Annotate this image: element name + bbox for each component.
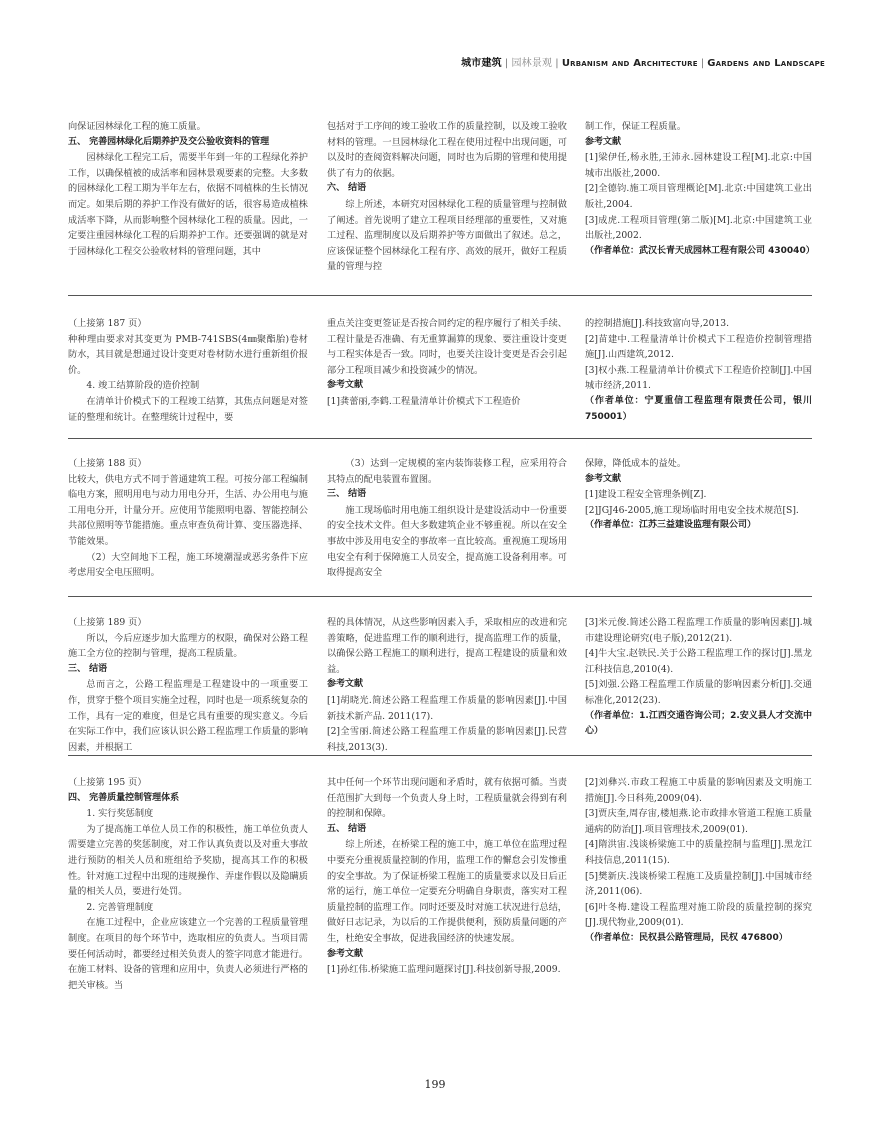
paragraph: [2]全德钧.施工项目管理概论[M].北京:中国建筑工业出版社,2004. [585, 183, 812, 210]
paragraph: 4. 竣工结算阶段的造价控制 [86, 380, 200, 392]
text-column [585, 615, 812, 740]
paragraph: 其中任何一个环节出现问题和矛盾时，就有依据可循。当责任范围扩大到每一个负责人身上时，工程质量就会得到有利的控制和保障。 [327, 777, 567, 820]
text-column [585, 316, 812, 425]
paragraph: 所以，今后应逐步加大监理方的权限，确保对公路工程施工全方位的控制与管理，提高工程质量。 [68, 632, 308, 660]
text-column [327, 456, 567, 581]
paragraph: 程的具体情况，从这些影响因素入手，采取相应的改进和完善策略，促进监理工作的顺利进行，提高监理工作的质量，以确保公路工程施工的顺利进行，提高工程建设的质量和效益。 [327, 617, 567, 675]
paragraph: 包括对于工序间的竣工验收工作的质量控制，以及竣工验收材料的管理。一旦园林绿化工程在使用过程中出现问题，可以及时的查阅资料解决问题，同时也为后期的管理和使用提供了有力的依据。 [327, 121, 567, 179]
paragraph: 比较大，供电方式不同于普通建筑工程。可按分部工程编制临电方案，照明用电与动力用电分开，生活、办公用电与施工用电分开，计量分开。应使用节能照明电器、智能控制公共部位照明等节能措施。重点审查负荷计算、变压器选择、节能效果。 [68, 473, 308, 547]
paragraph: [2]全雪丽.简述公路工程监理工作质量的影响因素[J].民营科技,2013(3). [327, 726, 567, 753]
paragraph: [2]JGJ46-2005,施工现场临时用电安全技术规范[S]. [585, 504, 799, 516]
text-column [68, 615, 308, 755]
paragraph: 在施工过程中，企业应该建立一个完善的工程质量管理制度。在项目的每个环节中，选取相应的负责人。当项目需要任何活动时，都要经过相关负责人的签字同意才能进行。在施工材料、设备的管理和应用中，负责人必须进行严格的把关审核。当 [68, 917, 308, 991]
paragraph: 向保证园林绿化工程的施工质量。 [68, 121, 206, 132]
paragraph: [2]苗建中.工程量清单计价模式下工程造价控制管理措施[J].山西建筑,2012. [585, 333, 812, 361]
author-affiliation: （作者单位：宁夏重信工程监理有限责任公司，银川 750001） [585, 395, 812, 422]
section-heading: 五、 结语 [327, 823, 367, 834]
text-column [585, 775, 812, 947]
block-divider [68, 596, 812, 597]
section-heading: 三、 结语 [327, 489, 367, 500]
author-affiliation: （作者单位：民权县公路管理局，民权 476800） [585, 932, 788, 943]
paragraph: [3]成虎.工程项目管理(第二版)[M].北京:中国建筑工业出版社,2002. [585, 214, 812, 242]
page-number: 199 [424, 1078, 446, 1091]
paragraph: 总而言之，公路工程监理是工程建设中的一项重要工作，贯穿于整个项目实施全过程，同时也是一项系统复杂的工作，具有一定的难度，但是它具有重要的现实意义。今后在实际工作中，我们应该认识公路工程监理工作质量的影响因素，并根据工 [68, 679, 308, 753]
text-column [68, 775, 308, 993]
paragraph: 园林绿化工程完工后，需要半年到一年的工程绿化养护工作，以确保植被的成活率和园林景观要素的完整。大多数的园林绿化工程工期为半年左右，依据不同植株的生长情况而定。如果后期的养护工作没有做好的话，很容易造成植株成活率下降，从而影响整个园林绿化工程的质量。因此，一定要注重园林绿化工程的后期养护工作。还要强调的就是对于园林绿化工程交公验收材料的管理问题，其中 [68, 152, 308, 257]
header-en-journal: Urbanism and Architecture [561, 58, 698, 69]
text-column [327, 615, 567, 755]
paragraph: （上接第 189 页） [68, 617, 147, 628]
header-section: 园林景观 [511, 58, 553, 69]
paragraph: （3）达到一定规模的室内装饰装修工程，应采用符合其特点的配电装置布置图。 [327, 458, 567, 485]
paragraph: 的控制措施[J].科技致富向导,2013. [585, 318, 730, 329]
text-column [68, 119, 308, 259]
section-heading: 三、 结语 [68, 663, 108, 674]
author-affiliation: （作者单位：1.江西交通咨询公司；2.安义县人才交流中心） [585, 710, 812, 737]
paragraph: [1]胡晓光.简述公路工程监理工作质量的影响因素[J].中国新技术新产品. 2011(17). [327, 694, 567, 722]
section-heading: 六、 结语 [327, 183, 367, 194]
text-column [327, 775, 567, 978]
paragraph: [2]刘彝兴.市政工程施工中质量的影响因素及文明施工措施[J].今日科苑,2009(04). [585, 777, 812, 804]
paragraph: （上接第 187 页） [68, 318, 147, 329]
paragraph: [1]孙红伟.桥梁施工监理问题探讨[J].科技创新导报,2009. [327, 964, 561, 976]
paragraph: 重点关注变更签证是否按合同约定的程序履行了相关手续、工程计量是否准确、有无重算漏算的现象、要注重设计变更与工程实体是否一致。同时，也要关注设计变更是否会引起部分工程项目减少和投资减少的情况。 [327, 318, 567, 376]
text-column [585, 456, 812, 534]
paragraph: [4]隋洪宙.浅谈桥梁施工中的质量控制与监理[J].黑龙江科技信息,2011(15). [585, 839, 812, 866]
header-en-section: Gardens and Landscape [707, 58, 825, 69]
paragraph: 1. 实行奖惩制度 [86, 808, 154, 820]
text-column [327, 119, 567, 275]
text-column [68, 456, 308, 581]
paragraph: 施工现场临时用电施工组织设计是建设活动中一份重要的安全技术文件。但大多数建筑企业不够重视。所以在安全事故中涉及用电安全的事故率一直比较高。重视施工现场用电安全有利于保障施工人员安全，提高施工设备利用率。可取得提高安全 [327, 504, 567, 579]
paragraph: （上接第 188 页） [68, 458, 147, 469]
block-divider [68, 295, 812, 296]
paragraph: [5]樊新庆.浅谈桥梁工程施工及质量控制[J].中国城市经济,2011(06). [585, 870, 812, 898]
section-heading: 参考文献 [585, 473, 622, 484]
block-divider [68, 438, 812, 439]
author-affiliation: （作者单位：武汉长青天成园林工程有限公司 430040） [585, 245, 815, 256]
section-heading: 参考文献 [327, 679, 364, 690]
paragraph: 在清单计价模式下的工程竣工结算，其焦点问题是对签证的整理和统计。在整理统计过程中，要 [68, 395, 308, 423]
paragraph: （2）大空间地下工程，施工环境潮湿或恶劣条件下应考虑用安全电压照明。 [68, 551, 308, 579]
paragraph: 种种理由要求对其变更为 PMB-741SBS(4㎜聚酯胎)卷材防水，其目就是想通过设计变更对卷材防水进行重新组价报价。 [68, 333, 308, 376]
section-heading: 五、 完善园林绿化后期养护及交公验收资料的管理 [68, 136, 270, 147]
section-heading: 参考文献 [327, 948, 364, 959]
paragraph: （上接第 195 页） [68, 777, 147, 788]
paragraph: [1]龚蕾丽,李鹤.工程量清单计价模式下工程造价 [327, 395, 521, 407]
paragraph: [3]权小燕.工程量清单计价模式下工程造价控制[J].中国城市经济,2011. [585, 364, 812, 392]
section-heading: 参考文献 [327, 380, 364, 391]
text-column [585, 119, 815, 259]
section-heading: 参考文献 [585, 136, 622, 147]
paragraph: [1]建设工程安全管理条例[Z]. [585, 489, 707, 501]
paragraph: [3]贾庆奎,周存宙,楼旭燕.论市政排水管道工程施工质量通病的防治[J].项目管理技术,2009(01). [585, 808, 812, 835]
paragraph: 综上所述，在桥梁工程的施工中，施工单位在监理过程中要充分重视质量控制的作用，监理工作的懈怠会引发惨重的安全事故。为了保证桥梁工程施工的质量要求以及日后正常的运行，施工单位一定要充分明确自身职责，落实对工程质量控制的监理工作。同时还要及时对施工状况进行总结，做好日志记录，为以后的工作提供便利，预防质量问题的产生，杜绝安全事故，促进我国经济的快速发展。 [327, 839, 567, 944]
header-journal: 城市建筑 [461, 58, 502, 69]
paragraph: 综上所述，本研究对园林绿化工程的质量管理与控制做了阐述。首先说明了建立工程项目经理部的重要性，又对施工过程、监理制度以及后期养护等方面做出了叙述。总之，应该保证整个园林绿化工程有序、高效的展开，做好工程质量的管理与控 [327, 198, 567, 273]
author-affiliation: （作者单位：江苏三益建设监理有限公司） [585, 520, 757, 531]
paragraph: 制工作，保证工程质量。 [585, 121, 687, 132]
paragraph: 为了提高施工单位人员工作的积极性，施工单位负责人需要建立完善的奖惩制度，对工作认真负责以及对重大事故进行预防的相关人员和班组给予奖励，提高其工作的积极性。针对施工过程中出现的违规操作、弄虚作假以及隐瞒质量的相关人员，要进行处罚。 [68, 823, 308, 898]
paragraph: 2. 完善管理制度 [86, 901, 154, 913]
paragraph: [4]牛大宝.赵铁民.关于公路工程监理工作的探讨[J].黑龙江科技信息,2010(4). [585, 648, 812, 675]
paragraph: 保障，降低成本的益处。 [585, 458, 687, 469]
paragraph: [6]叶冬梅.建设工程监理对施工阶段的质量控制的探究[J].现代物业,2009(01). [585, 901, 812, 929]
paragraph: [5]刘强.公路工程监理工作质量的影响因素分析[J].交通标准化,2012(23). [585, 679, 812, 706]
section-heading: 四、 完善质量控制管理体系 [68, 792, 180, 803]
running-header: 城市建筑 | 园林景观 | Urbanism and Architecture | Gardens and Landscape [461, 58, 825, 69]
paragraph: [3]米元俊.简述公路工程监理工作质量的影响因素[J].城市建设理论研究(电子版),2012(21). [585, 617, 812, 644]
text-column [327, 316, 567, 410]
paragraph: [1]梁伊任,杨永胜,王沛永.园林建设工程[M].北京:中国城市出版社,2000. [585, 152, 812, 179]
text-column [68, 316, 308, 425]
